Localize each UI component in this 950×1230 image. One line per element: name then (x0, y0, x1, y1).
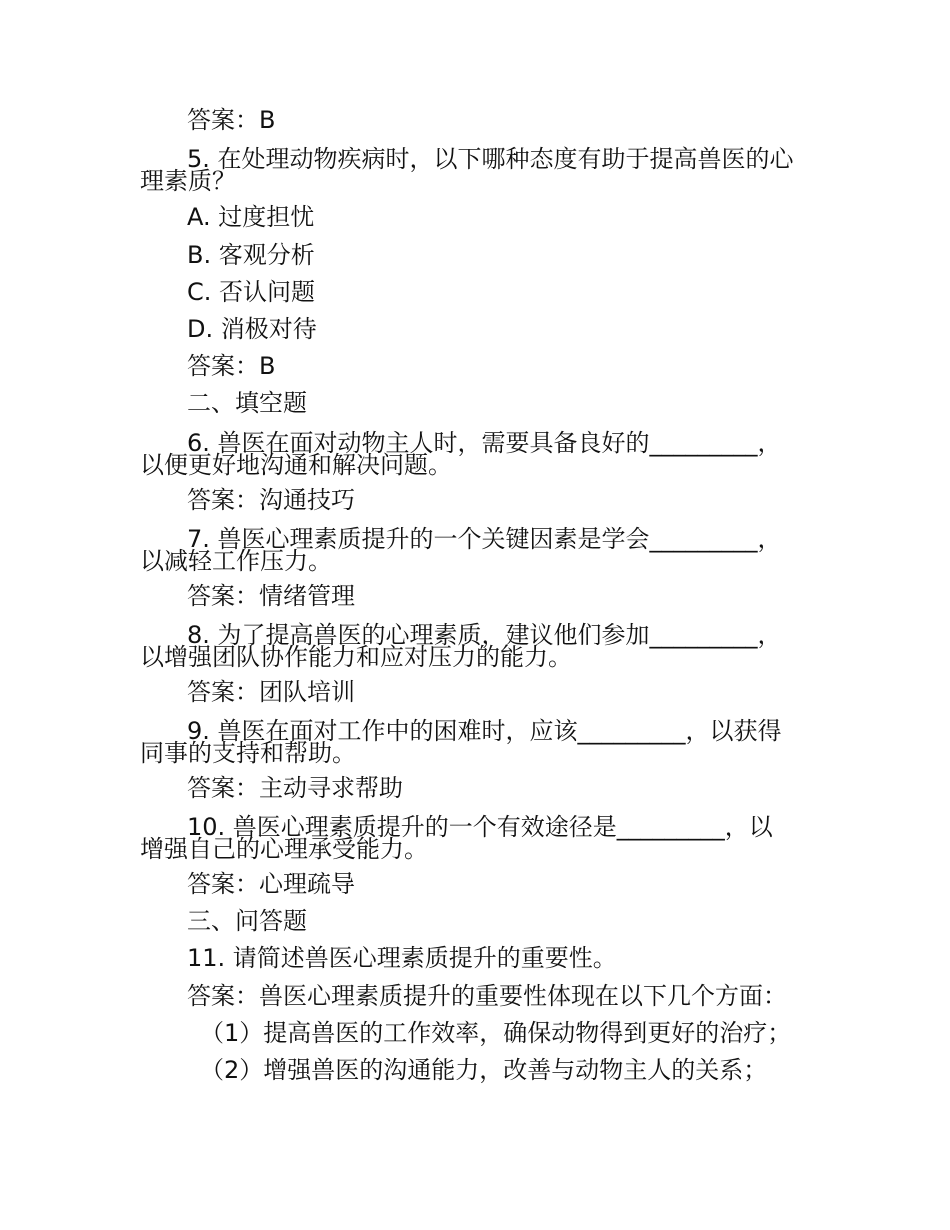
q10-answer: 答案：心理疏导 (187, 870, 355, 898)
q7-text-line1: 7. 兽医心理素质提升的一个关键因素是学会_________， (187, 525, 782, 553)
q8-answer: 答案：团队培训 (187, 678, 355, 706)
q5-option-b: B. 客观分析 (187, 241, 315, 269)
q8-text-line1: 8. 为了提高兽医的心理素质，建议他们参加_________， (187, 621, 782, 649)
q6-text-line1: 6. 兽医在面对动物主人时，需要具备良好的_________， (187, 429, 782, 457)
q7-text-line2: 以减轻工作压力。 (140, 547, 332, 575)
q11-answer-intro: 答案：兽医心理素质提升的重要性体现在以下几个方面： (187, 982, 787, 1010)
q5-option-c: C. 否认问题 (187, 278, 316, 306)
previous-answer: 答案：B (187, 106, 276, 134)
q6-answer: 答案：沟通技巧 (187, 486, 355, 514)
q5-answer: 答案：B (187, 352, 276, 380)
q11-point-2: （2）增强兽医的沟通能力，改善与动物主人的关系； (200, 1056, 768, 1084)
q5-text-line1: 5. 在处理动物疾病时，以下哪种态度有助于提高兽医的心 (187, 145, 794, 173)
section-title-fill-blank: 二、填空题 (187, 389, 307, 417)
q7-answer: 答案：情绪管理 (187, 582, 355, 610)
q6-text-line2: 以便更好地沟通和解决问题。 (140, 451, 452, 479)
q9-text-line2: 同事的支持和帮助。 (140, 739, 356, 767)
q5-option-d: D. 消极对待 (187, 315, 317, 343)
q9-text-line1: 9. 兽医在面对工作中的困难时，应该_________，以获得 (187, 717, 782, 745)
q8-text-line2: 以增强团队协作能力和应对压力的能力。 (140, 643, 572, 671)
q10-text-line2: 增强自己的心理承受能力。 (140, 835, 428, 863)
q9-answer: 答案：主动寻求帮助 (187, 774, 403, 802)
q5-option-a: A. 过度担忧 (187, 203, 315, 231)
q10-text-line1: 10. 兽医心理素质提升的一个有效途径是_________，以 (187, 813, 773, 841)
q5-text-line2: 理素质？ (140, 167, 236, 195)
q11-point-1: （1）提高兽医的工作效率，确保动物得到更好的治疗； (200, 1019, 792, 1047)
q11-question: 11. 请简述兽医心理素质提升的重要性。 (187, 944, 617, 972)
section-title-qa: 三、问答题 (187, 907, 307, 935)
